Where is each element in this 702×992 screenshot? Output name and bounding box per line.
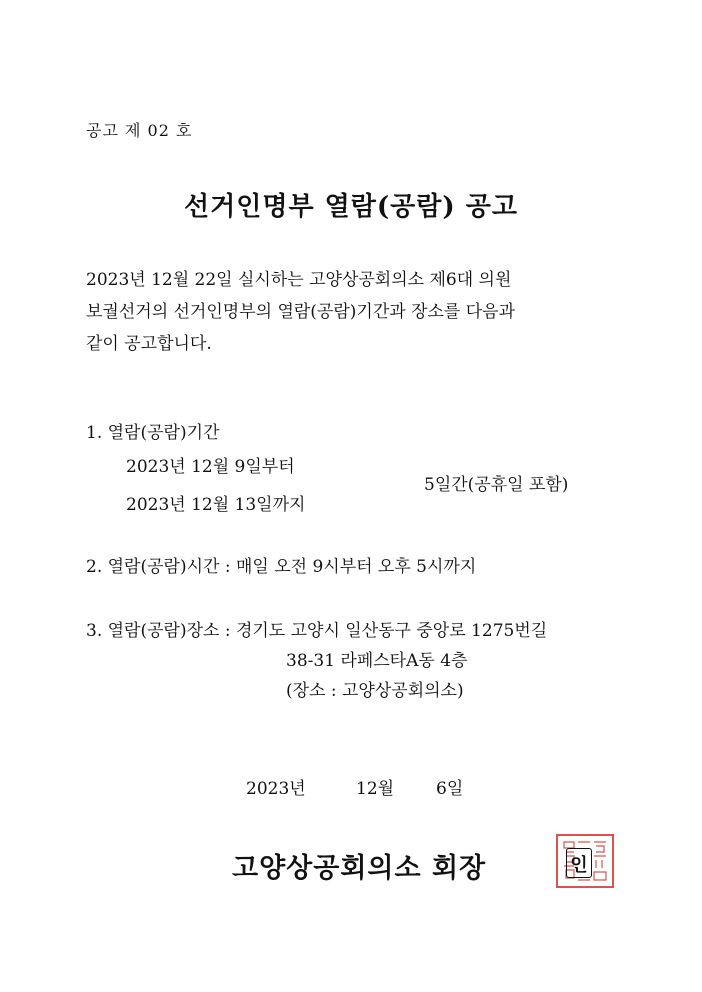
official-seal-icon	[556, 834, 614, 888]
period-duration: 5일간(공휴일 포함)	[424, 475, 569, 495]
notice-number: 공고 제 02 호	[86, 121, 193, 140]
seal-inner-box	[566, 848, 592, 878]
document-title: 선거인명부 열람(공람) 공고	[184, 192, 518, 222]
seal-character: 인	[570, 855, 588, 876]
intro-line: 2023년 12월 22일 실시하는 고양상공회의소 제6대 의원	[86, 270, 512, 290]
section2-heading: 2. 열람(공람)시간 : 매일 오전 9시부터 오후 5시까지	[86, 557, 477, 577]
date-day: 6일	[436, 779, 464, 799]
date-year: 2023년	[246, 779, 306, 799]
address-line3: (장소 : 고양상공회의소)	[286, 681, 464, 701]
period-start: 2023년 12월 9일부터	[126, 457, 295, 477]
section3-heading: 3. 열람(공람)장소 : 경기도 고양시 일산동구 중앙로 1275번길	[86, 621, 548, 641]
intro-line: 같이 공고합니다.	[86, 334, 212, 354]
intro-line: 보궐선거의 선거인명부의 열람(공람)기간과 장소를 다음과	[86, 302, 516, 322]
address-line2: 38-31 라페스타A동 4층	[286, 651, 468, 671]
date-month: 12월	[356, 779, 395, 799]
intro-paragraph	[86, 264, 646, 360]
period-end: 2023년 12월 13일까지	[126, 495, 306, 515]
section1-heading: 1. 열람(공람)기간	[86, 423, 220, 443]
organization-signature: 고양상공회의소 회장	[232, 853, 487, 884]
